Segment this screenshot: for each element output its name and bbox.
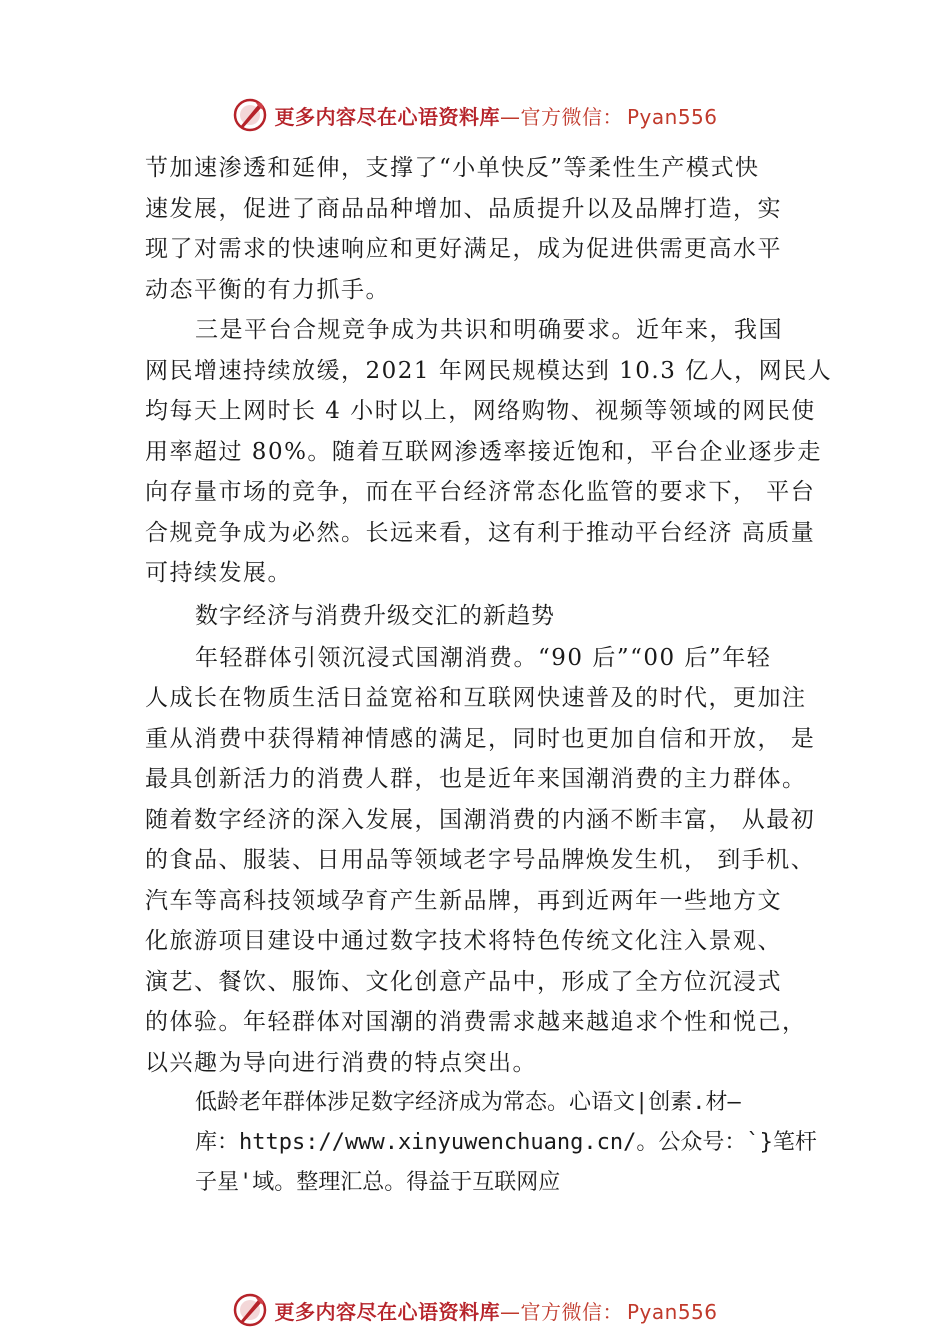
text-line: 重从消费中获得精神情感的满足，同时也更加自信和开放， 是 (145, 725, 816, 752)
quill-pen-seal-icon (232, 1292, 268, 1328)
text-line: 低龄老年群体涉足数字经济成为常态。心语文|创素.材— (195, 1090, 741, 1115)
banner-brand: 更多内容尽在心语资料库 (274, 104, 500, 129)
text-line: 现了对需求的快速响应和更好满足，成为促进供需更高水平 (145, 236, 782, 262)
text-line: 可持续发展。 (145, 560, 292, 586)
text-line: 速发展，促进了商品品种增加、品质提升以及品牌打造，实 (145, 195, 782, 222)
paragraph-c (145, 638, 830, 1084)
text-line: 人成长在物质生活日益宽裕和互联网快速普及的时代，更加注 (145, 685, 807, 711)
text-line: 子星'域。整理汇总。得益于互联网应 (195, 1170, 561, 1195)
footer-banner (0, 1290, 950, 1330)
banner-brand: 更多内容尽在心语资料库 (274, 1299, 500, 1324)
banner-text (274, 101, 717, 130)
banner-wechat-id: Pyan556 (626, 1299, 718, 1324)
text-line: 的体验。年轻群体对国潮的消费需求越来越追求个性和悦己， (145, 1009, 807, 1035)
quill-pen-seal-icon (232, 97, 268, 133)
text-line: 化旅游项目建设中通过数字技术将特色传统文化注入景观、 (145, 928, 782, 954)
paragraph-d (145, 1083, 830, 1203)
paragraph-b (145, 310, 833, 594)
banner-dash: —官方微信： (499, 1299, 623, 1324)
paragraph-a (145, 148, 830, 310)
banner-dash: —官方微信： (499, 104, 623, 129)
text-line: 演艺、餐饮、服饰、文化创意产品中，形成了全方位沉浸式 (145, 968, 782, 995)
section-heading: 数字经济与消费升级交汇的新趋势 (195, 602, 555, 629)
text-line: 动态平衡的有力抓手。 (145, 276, 390, 303)
banner-wechat-id: Pyan556 (626, 104, 718, 129)
text-line: 年轻群体引领沉浸式国潮消费。“90 后”“00 后”年轻 (195, 644, 772, 671)
text-line: 用率超过 80%。随着互联网渗透率接近饱和，平台企业逐步走 (145, 438, 822, 465)
text-line: 三是平台合规竞争成为共识和明确要求。近年来，我国 (195, 317, 783, 343)
text-line: 网民增速持续放缓，2021 年网民规模达到 10.3 亿人，网民人 (145, 357, 833, 384)
header-banner (0, 95, 950, 135)
text-line: 合规竞争成为必然。长远来看，这有利于推动平台经济 高质量 (145, 519, 816, 546)
document-body (145, 148, 833, 1203)
text-line: 节加速渗透和延伸，支撑了“小单快反”等柔性生产模式快 (145, 155, 760, 181)
banner-text (274, 1296, 717, 1325)
text-line: 库：https://www.xinyuwenchuang.cn/。公众号：`}笔杆 (195, 1130, 817, 1155)
text-line: 以兴趣为导向进行消费的特点突出。 (145, 1049, 537, 1076)
text-line: 随着数字经济的深入发展，国潮消费的内涵不断丰富， 从最初 (145, 806, 816, 833)
text-line: 的食品、服装、日用品等领域老字号品牌焕发生机， 到手机、 (145, 847, 816, 873)
text-line: 均每天上网时长 4 小时以上，网络购物、视频等领域的网民使 (145, 398, 816, 424)
text-line: 向存量市场的竞争，而在平台经济常态化监管的要求下， 平台 (145, 479, 816, 505)
text-line: 最具创新活力的消费人群，也是近年来国潮消费的主力群体。 (145, 766, 807, 792)
text-line: 汽车等高科技领域孕育产生新品牌，再到近两年一些地方文 (145, 887, 782, 914)
